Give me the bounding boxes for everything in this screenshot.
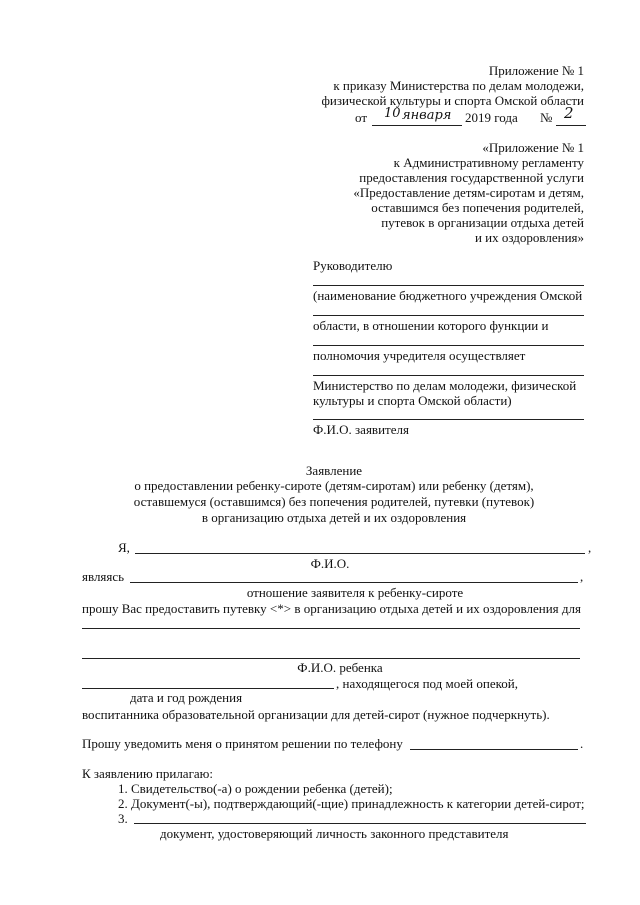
appendix-line-3: предоставления государственной услуги [359, 170, 584, 185]
header-date-day: 10 [384, 106, 401, 121]
statement-subtitle-3: в организацию отдыха детей и их оздоровления [201, 510, 467, 525]
child-field-2[interactable] [82, 658, 580, 659]
appendix-line-2: к Административному регламенту [393, 155, 584, 170]
attachment-rep-caption: документ, удостоверяющий личность законного представителя [160, 826, 509, 841]
statement-subtitle-1: о предоставлении ребенку-сироте (детям-сиротам) или ребенку (детям), [134, 478, 534, 493]
attachment-item-2: 2. Документ(-ы), подтверждающий(-щие) принадлежность к категории детей-сирот; [118, 796, 585, 811]
header-order-line: к приказу Министерства по делам молодежи, [333, 78, 584, 93]
header-num-label: № [540, 110, 553, 125]
addressee-line-6: культуры и спорта Омской области) [313, 393, 512, 408]
phone-field[interactable] [410, 749, 578, 750]
body-request: прошу Вас предоставить путевку <*> в организацию отдыха детей и их оздоровления для [82, 601, 581, 616]
attachments-intro: К заявлению прилагаю: [82, 766, 214, 781]
statement-title: Заявление [305, 463, 363, 478]
addressee-rule-5[interactable] [313, 419, 584, 420]
body-fio-caption: Ф.И.О. [310, 556, 350, 571]
body-notify: Прошу уведомить меня о принятом решении по телефону [82, 736, 403, 751]
body-yavlyas: являясь [82, 569, 125, 584]
dob-caption: дата и год рождения [130, 690, 243, 705]
attachment-item-3-field[interactable] [134, 823, 586, 824]
body-under-care: , находящегося под моей опекой, [336, 676, 518, 691]
appendix-line-4: «Предоставление детям-сиротам и детям, [353, 185, 584, 200]
addressee-line-5: Министерство по делам молодежи, физической [313, 378, 577, 393]
addressee-rule-2[interactable] [313, 315, 584, 316]
header-date-underline [372, 125, 462, 126]
addressee-line-2: (наименование бюджетного учреждения Омской [313, 288, 583, 303]
header-ministry-line: физической культуры и спорта Омской области [321, 93, 584, 108]
body-period: . [580, 736, 584, 751]
child-fio-caption: Ф.И.О. ребенка [297, 660, 383, 675]
header-year: 2019 года [465, 110, 518, 125]
applicant-name-field[interactable] [135, 553, 585, 554]
addressee-rule-1[interactable] [313, 285, 584, 286]
dob-field[interactable] [82, 688, 334, 689]
header-appendix-label: Приложение № 1 [488, 63, 584, 78]
attachment-item-3: 3. [118, 811, 128, 826]
appendix-line-6: путевок в организации отдыха детей [381, 215, 584, 230]
appendix-line-1: «Приложение № 1 [482, 140, 584, 155]
header-date-month: января [402, 108, 452, 123]
appendix-line-5: оставшимся без попечения родителей, [371, 200, 584, 215]
body-pupil: воспитанника образовательной организации для детей-сирот (нужное подчеркнуть). [82, 707, 550, 722]
addressee-line-4: полномочия учредителя осуществляет [313, 348, 526, 363]
statement-subtitle-2: оставшемуся (оставшимся) без попечения родителей, путевки (путевок) [133, 494, 535, 509]
relation-caption: отношение заявителя к ребенку-сироте [246, 585, 464, 600]
addressee-line-3: области, в отношении которого функции и [313, 318, 549, 333]
body-comma-2: , [580, 569, 584, 584]
addressee-to: Руководителю [313, 258, 393, 273]
header-num-underline [556, 125, 586, 126]
relation-field[interactable] [130, 582, 578, 583]
addressee-rule-3[interactable] [313, 345, 584, 346]
addressee-applicant-fio: Ф.И.О. заявителя [313, 422, 409, 437]
child-field-1[interactable] [82, 628, 580, 629]
body-comma-1: , [588, 540, 592, 555]
body-ya: Я, [118, 540, 130, 555]
addressee-rule-4[interactable] [313, 375, 584, 376]
appendix-line-7: и их оздоровления» [474, 230, 584, 245]
header-num-value: 2 [564, 104, 574, 122]
header-ot: от [355, 110, 368, 125]
attachment-item-1: 1. Свидетельство(-а) о рождении ребенка (детей); [118, 781, 393, 796]
